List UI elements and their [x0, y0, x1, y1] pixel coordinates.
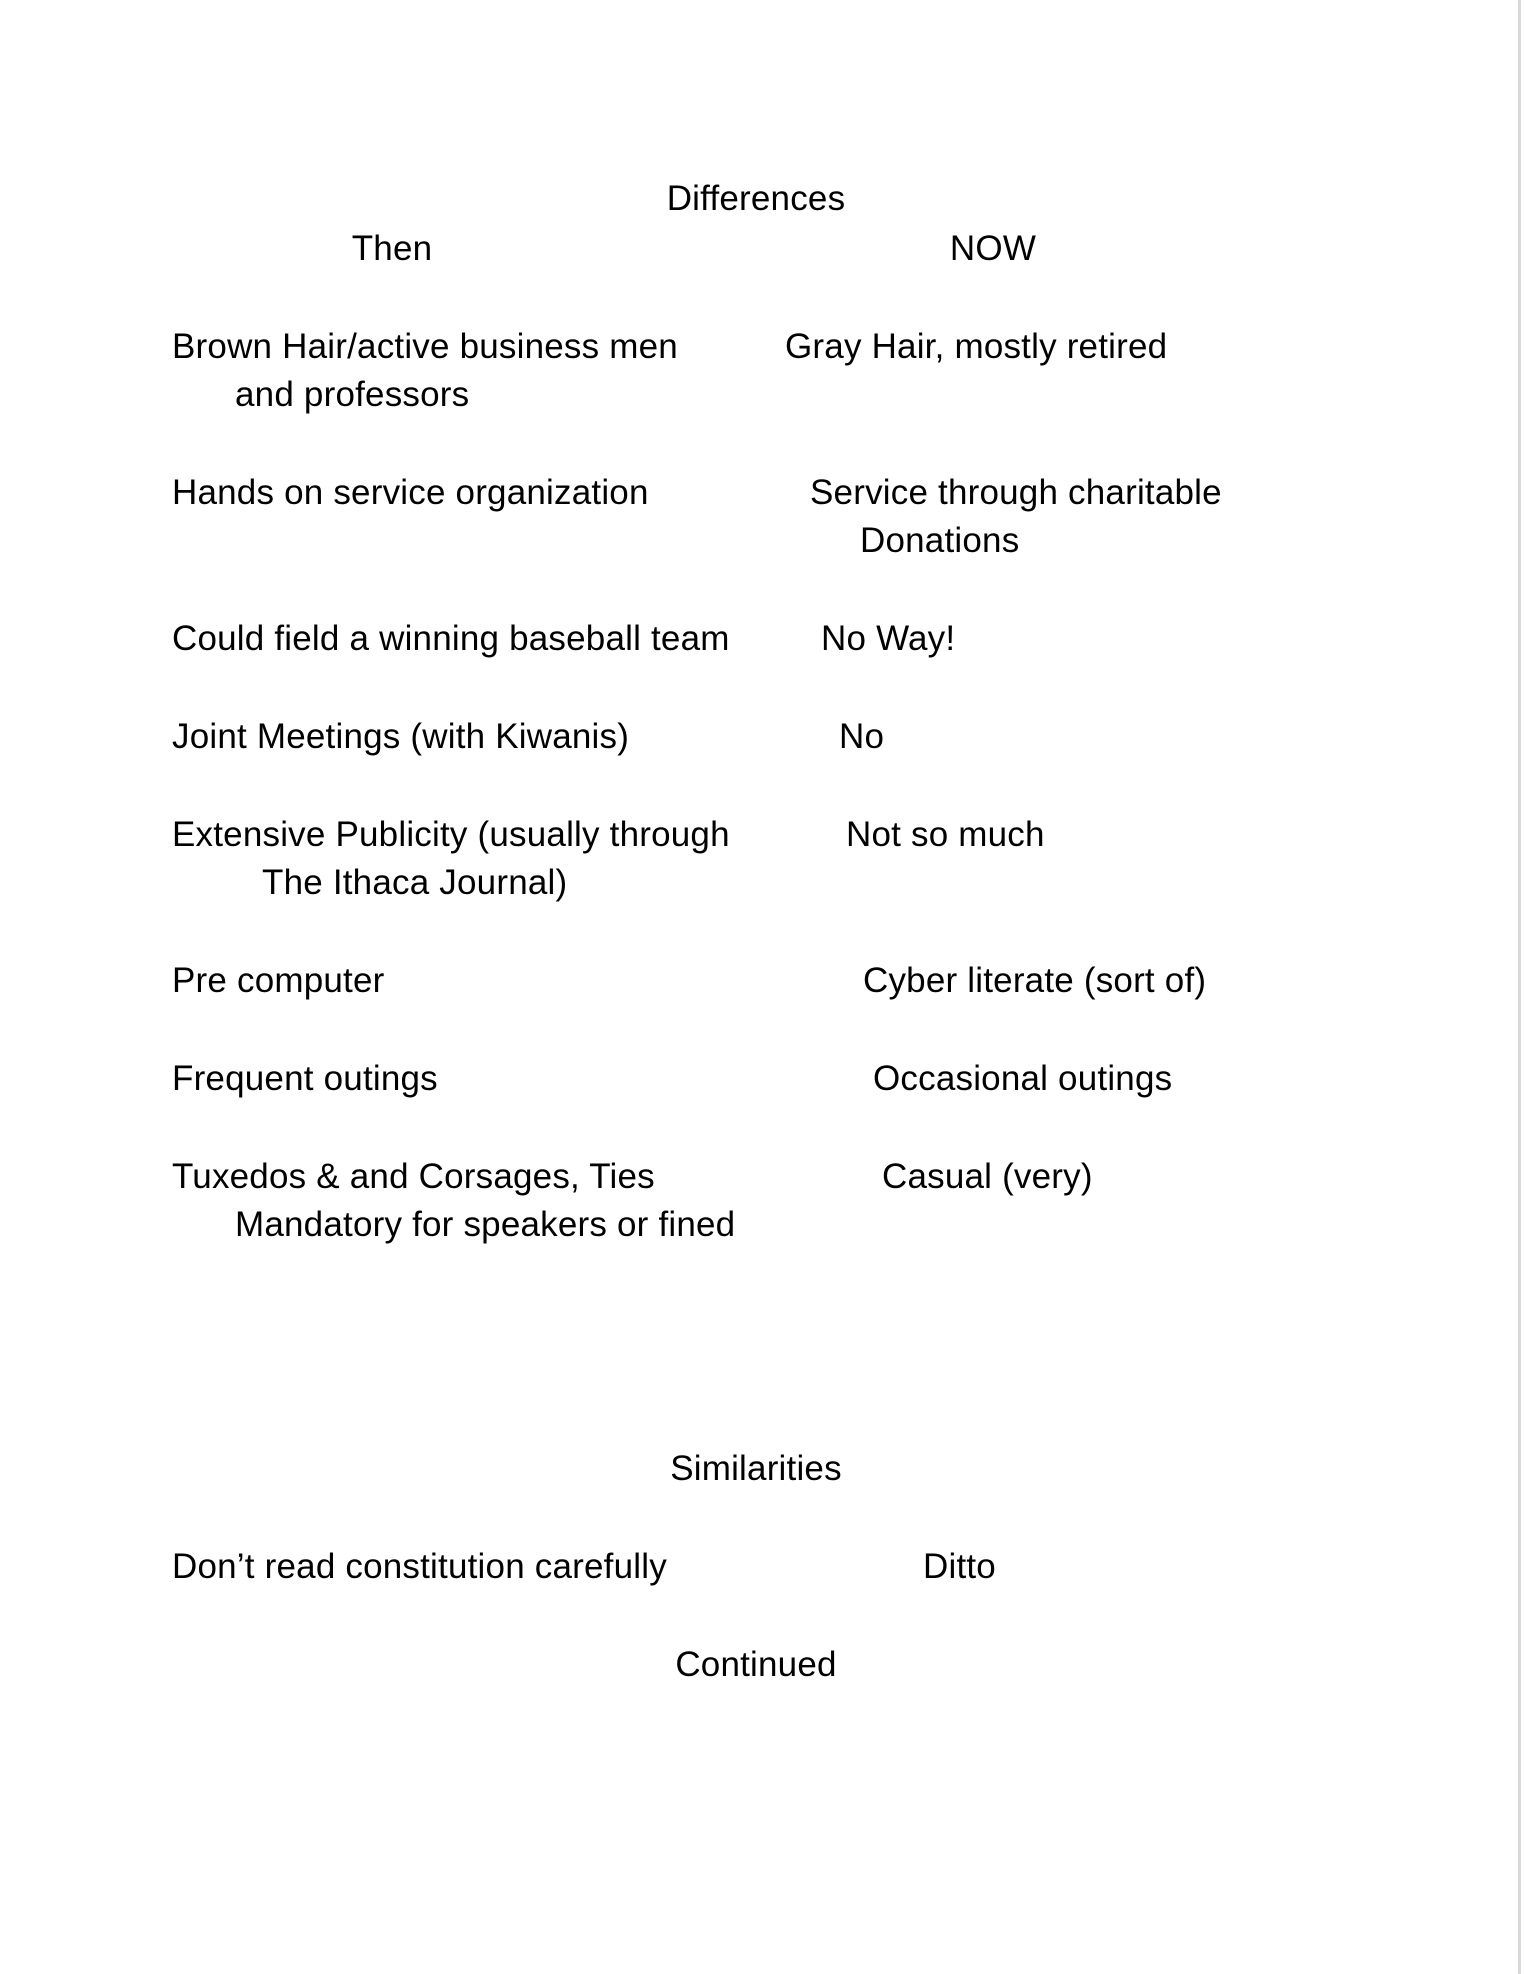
now-item-publicity: Not so much — [846, 815, 1045, 854]
column-header-then: Then — [351, 229, 433, 268]
then-item-hair: Brown Hair/active business men — [172, 327, 678, 366]
then-item-computer: Pre computer — [172, 961, 385, 1000]
then-item-publicity-cont: The Ithaca Journal) — [262, 863, 568, 902]
similarity-then-constitution: Don’t read constitution carefully — [172, 1547, 667, 1586]
similarity-now-constitution: Ditto — [923, 1547, 996, 1586]
now-item-service-cont: Donations — [860, 521, 1020, 560]
now-item-hair: Gray Hair, mostly retired — [785, 327, 1168, 366]
differences-heading: Differences — [666, 179, 846, 218]
then-item-service: Hands on service organization — [172, 473, 649, 512]
then-item-joint-meetings: Joint Meetings (with Kiwanis) — [172, 717, 630, 756]
then-item-attire-cont: Mandatory for speakers or fined — [235, 1205, 736, 1244]
similarities-heading: Similarities — [670, 1449, 842, 1488]
now-item-attire: Casual (very) — [882, 1157, 1093, 1196]
now-item-service: Service through charitable — [810, 473, 1222, 512]
column-header-now: NOW — [949, 229, 1037, 268]
now-item-baseball: No Way! — [821, 619, 956, 658]
now-item-outings: Occasional outings — [873, 1059, 1173, 1098]
then-item-outings: Frequent outings — [172, 1059, 438, 1098]
then-item-publicity: Extensive Publicity (usually through — [172, 815, 730, 854]
then-item-hair-cont: and professors — [235, 375, 470, 414]
then-item-baseball: Could field a winning baseball team — [172, 619, 730, 658]
then-item-attire: Tuxedos & and Corsages, Ties — [172, 1157, 655, 1196]
now-item-joint-meetings: No — [839, 717, 885, 756]
now-item-computer: Cyber literate (sort of) — [863, 961, 1207, 1000]
continued-label: Continued — [675, 1645, 837, 1684]
